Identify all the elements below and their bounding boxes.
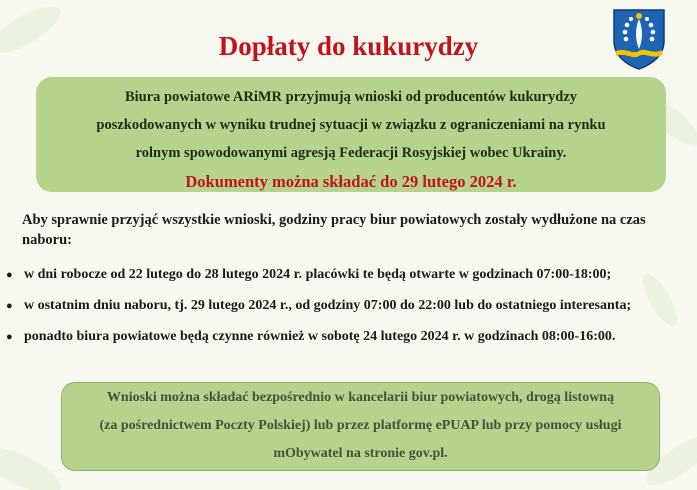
- list-item: [0, 292, 669, 320]
- hours-list: [0, 261, 697, 354]
- deadline-text: Dokumenty można składać do 29 lutego 2024 r.: [185, 172, 517, 191]
- list-item-text: w dni robocze od 22 lutego do 28 lutego 2024 r. placówki te będą otwarte w godzinach 07:00-18:00;: [24, 267, 612, 282]
- list-item: [0, 323, 669, 351]
- bullet-icon: ●: [6, 269, 13, 281]
- intro-text: Aby sprawnie przyjąć wszystkie wnioski, godziny pracy biur powiatowych zostały wydłużone na czas naboru:: [22, 212, 646, 248]
- bullet-icon: ●: [6, 331, 13, 343]
- list-item-text: ponadto biura powiatowe będą czynne również w sobotę 24 lutego 2024 r. w godzinach 08:00-16:00.: [24, 329, 616, 344]
- info-line: Wnioski można składać bezpośrednio w kancelarii biur powiatowych, drogą listowną: [106, 390, 615, 405]
- highlight-line: rolnym spowodowanymi agresją Federacji Rosyjskiej wobec Ukrainy.: [135, 145, 567, 161]
- bullet-icon: ●: [6, 300, 13, 312]
- info-box: [61, 382, 660, 471]
- list-item: [0, 261, 669, 289]
- info-line: mObywatel na stronie gov.pl.: [273, 446, 448, 461]
- highlight-box: [36, 77, 666, 192]
- highlight-line: poszkodowanych w wyniku trudnej sytuacji w związku z ograniczeniami na rynku: [96, 117, 606, 133]
- highlight-line: Biura powiatowe ARiMR przyjmują wnioski od producentów kukurydzy: [124, 89, 578, 105]
- list-item-text: w ostatnim dniu naboru, tj. 29 lutego 2024 r., od godziny 07:00 do 22:00 lub do ostatniego interesanta;: [24, 298, 632, 313]
- page-title: Dopłaty do kukurydzy: [218, 31, 479, 61]
- info-line: (za pośrednictwem Poczty Polskiej) lub przez platformę ePUAP lub przy pomocy usługi: [99, 418, 622, 433]
